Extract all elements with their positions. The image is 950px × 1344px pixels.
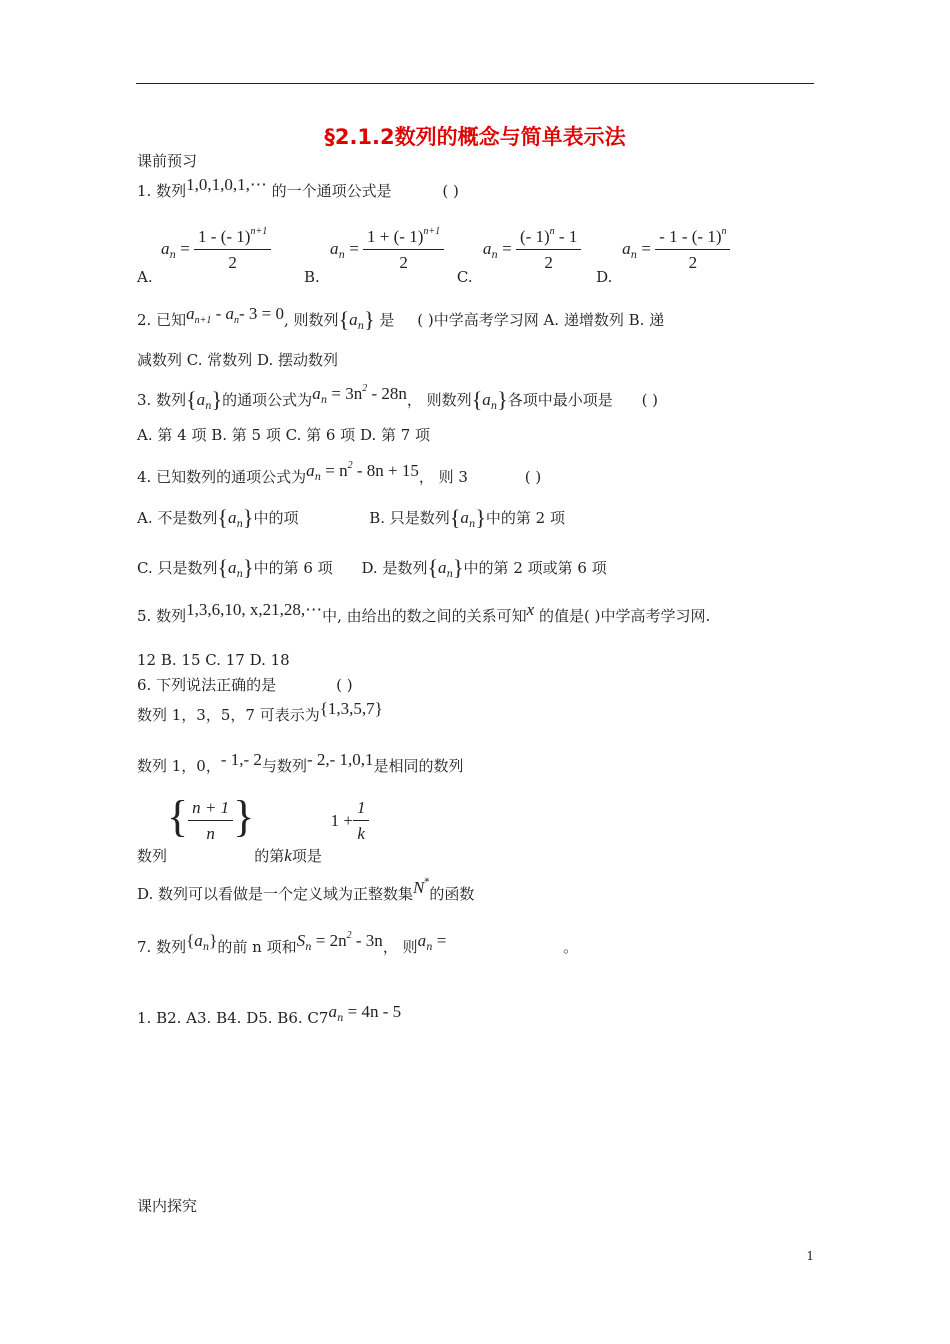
question-1-options xyxy=(137,226,730,286)
section-in-class-heading: 课内探究 xyxy=(137,1197,198,1215)
question-4-options-cd: C. 只是数列$\{a_n\}$中的第 6 项 D. 是数列$\{a_n\}$中的第 2 项或第 6 项 xyxy=(137,555,607,580)
question-4-options-ab: A. 不是数列$\{a_n\}$中的项 B. 只是数列$\{a_n\}$中的第 2 项 xyxy=(137,505,565,530)
question-5-options: 12 B. 15 C. 17 D. 18 xyxy=(137,651,290,669)
header-rule xyxy=(136,83,814,84)
question-3-options: A. 第 4 项 B. 第 5 项 C. 第 6 项 D. 第 7 项 xyxy=(137,426,431,444)
question-6-statement-b: 数列 1，0，- 1,- 2与数列- 2,- 1,0,1是相同的数列 xyxy=(137,750,464,775)
question-6: 6. 下列说法正确的是 ( ) xyxy=(137,676,353,694)
answer-key: 1. B2. A3. B4. D5. B6. $C7a_n = 4n - 5$ xyxy=(137,1002,402,1027)
question-6-statement-c: 数列{ $\frac{n + 1}{n}$ }的第k项是 1 + $\frac{1}{k}$ xyxy=(137,798,369,858)
question-5: 5. 数列1,3,6,10, x,21,28,⋯中, 由给出的数之间的关系可知x 的值是( )中学高考学习网. xyxy=(137,600,711,625)
question-6-statement-d: D. 数列可以看做是一个定义域为正整数集N*的函数 xyxy=(137,877,475,903)
q1-option-d: $D.a_n$ = $\frac{- 1 - (- 1)^n}{2}$ xyxy=(596,240,730,258)
question-3: 3. 数列$\{a_n\}$的通项公式为$a_n = 3n^2 - 28n$， 则数列$\{a_n\}$各项中最小项是 ( ) xyxy=(137,383,659,412)
q1-option-a: $A.a_n$ = $\frac{1 - (- 1)^{n+1}}{2}$ xyxy=(137,240,276,258)
page-title: §2.1.2数列的概念与简单表示法 xyxy=(324,125,626,149)
q1-option-b: $B.a_n$ = $\frac{1 + (- 1)^{n+1}}{2}$ xyxy=(304,240,449,258)
question-6-statement-a: 数列 1，3，5，7 可表示为{1,3,5,7} xyxy=(137,699,383,724)
question-2: 2. 已知$a_{n+1} - a_n-$ 3 = 0, 则数列$\{a_n\}$ 是 ( )中学高考学习网 A. 递增数列 B. 递 xyxy=(137,304,665,332)
section-preview-heading: 课前预习 xyxy=(137,152,198,170)
question-1: 1. 数列1,0,1,0,1,⋯ 的一个通项公式是 ( ) xyxy=(137,175,459,200)
question-7: 7. 数列$\{a_n\}$的前 n 项和$S_n = 2n^2 - 3n$， 则$a_n$ = 。 xyxy=(137,930,579,956)
question-4: 4. 已知数列的通项公式为$a_n = n^2 - 8n + 15$， 则 3 ( ) xyxy=(137,460,542,486)
q1-option-c: $C.a_n$ = $\frac{(- 1)^n - 1}{2}$ xyxy=(457,240,586,258)
page-number: 1 xyxy=(806,1249,814,1263)
question-2-options: 减数列 C. 常数列 D. 摆动数列 xyxy=(137,351,339,369)
